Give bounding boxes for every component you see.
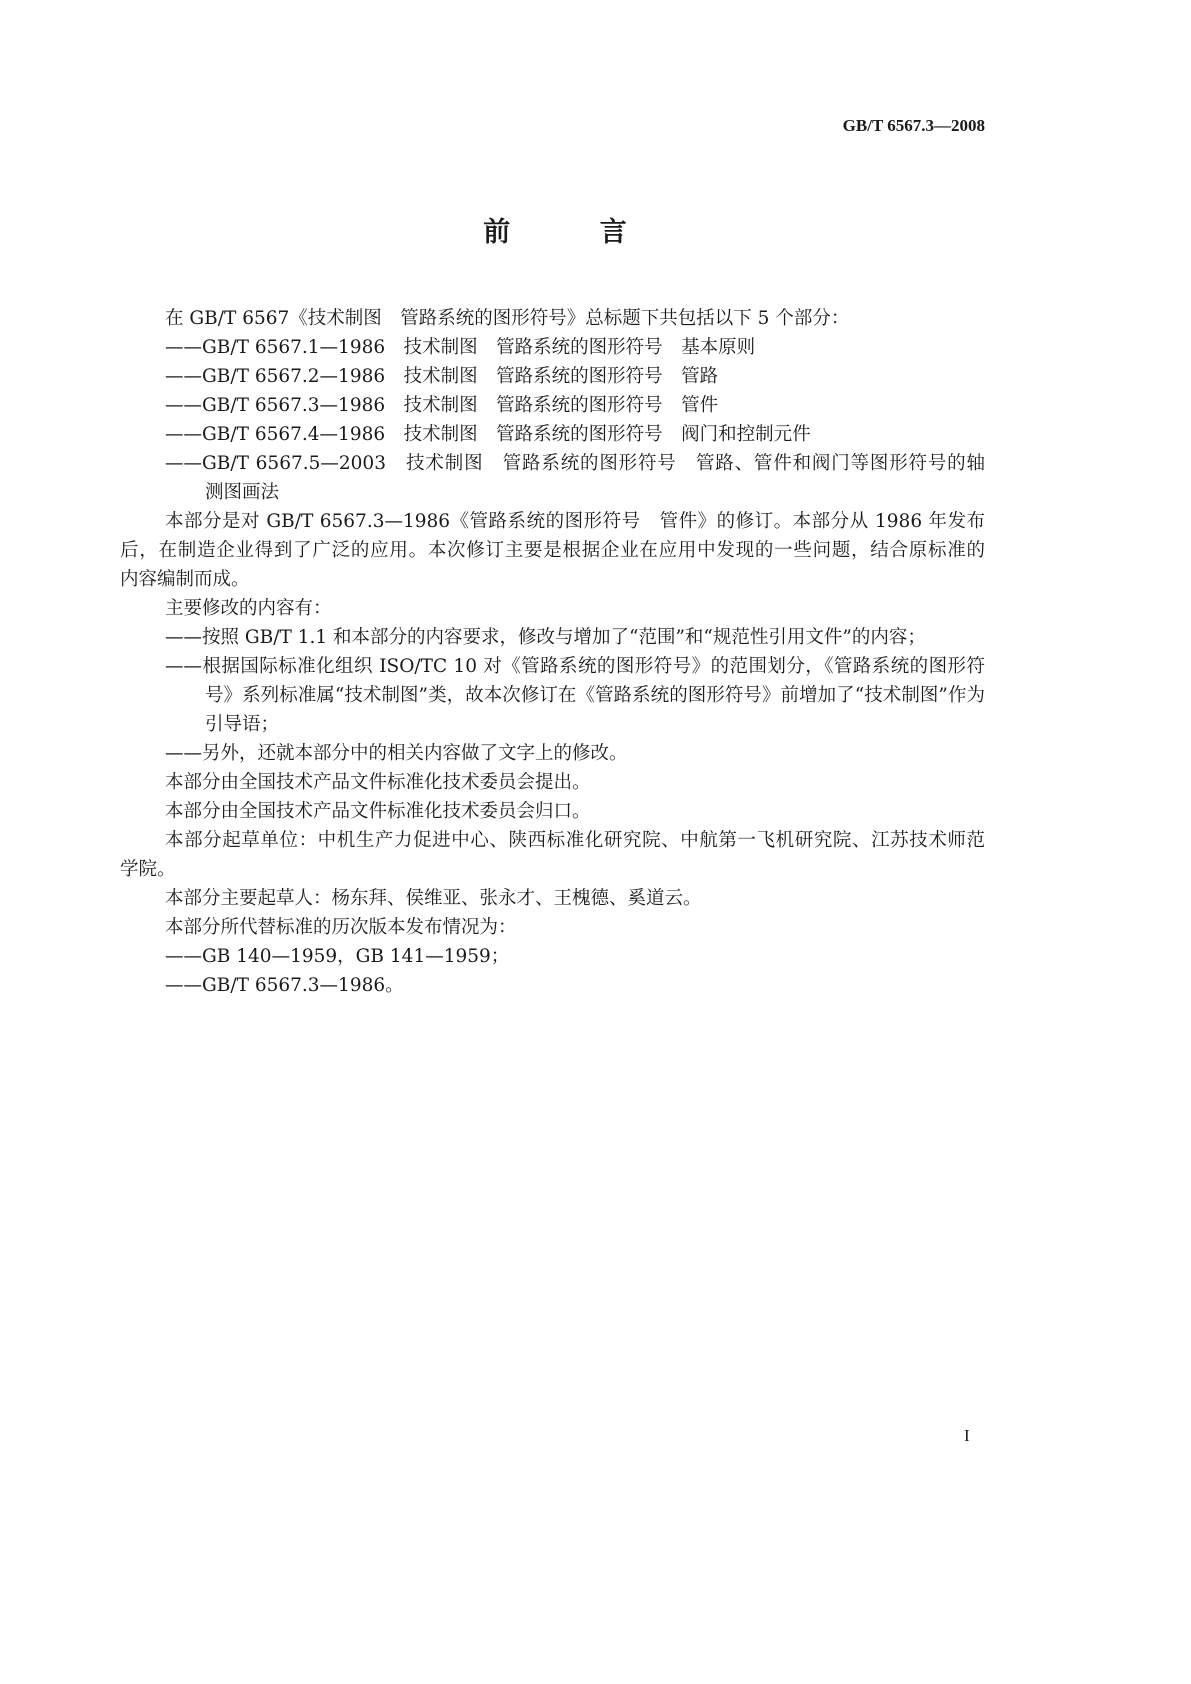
- standard-number-header: GB/T 6567.3—2008: [842, 116, 985, 135]
- part-item: ——GB/T 6567.2—1986 技术制图 管路系统的图形符号 管路: [165, 366, 719, 387]
- drafters: 本部分主要起草人：杨东拜、侯维亚、张永才、王槐德、奚道云。: [165, 888, 702, 909]
- history-item: ——GB/T 6567.3—1986。: [165, 975, 404, 996]
- part-item: ——GB/T 6567.3—1986 技术制图 管路系统的图形符号 管件: [165, 395, 719, 416]
- revision-paragraph-line: 内容编制而成。: [120, 569, 250, 590]
- change-item: ——按照 GB/T 1.1 和本部分的内容要求，修改与增加了“范围”和“规范性引用文件”的内容；: [165, 627, 926, 648]
- change-item-continued: 引导语；: [205, 714, 280, 735]
- change-item: ——根据国际标准化组织 ISO/TC 10 对《管路系统的图形符号》的范围划分，《管路系统的图形符: [165, 656, 985, 677]
- foreword-body: [120, 304, 985, 1000]
- part-item: ——GB/T 6567.4—1986 技术制图 管路系统的图形符号 阀门和控制元件: [165, 424, 811, 445]
- intro-paragraph: 在 GB/T 6567《技术制图 管路系统的图形符号》总标题下共包括以下 5 个部分：: [165, 308, 850, 329]
- history-item: ——GB 140—1959，GB 141—1959；: [165, 946, 510, 967]
- drafting-units-continued: 学院。: [120, 859, 176, 880]
- centralized-by: 本部分由全国技术产品文件标准化技术委员会归口。: [165, 801, 591, 822]
- revision-paragraph-line: 后，在制造企业得到了广泛的应用。本次修订主要是根据企业在应用中发现的一些问题，结合原标准的: [120, 540, 985, 561]
- change-item-continued: 号》系列标准属“技术制图”类，故本次修订在《管路系统的图形符号》前增加了“技术制图”作为: [205, 685, 985, 706]
- proposed-by: 本部分由全国技术产品文件标准化技术委员会提出。: [165, 772, 591, 793]
- drafting-units: 本部分起草单位：中机生产力促进中心、陕西标准化研究院、中航第一飞机研究院、江苏技术师范: [165, 830, 985, 851]
- change-item: ——另外，还就本部分中的相关内容做了文字上的修改。: [165, 743, 628, 764]
- revision-paragraph: 本部分是对 GB/T 6567.3—1986《管路系统的图形符号 管件》的修订。本部分从 1986 年发布: [165, 511, 985, 532]
- page-title: 前 言: [483, 217, 667, 248]
- changes-heading: 主要修改的内容有：: [165, 598, 332, 619]
- history-heading: 本部分所代替标准的历次版本发布情况为：: [165, 917, 517, 938]
- part-item: ——GB/T 6567.1—1986 技术制图 管路系统的图形符号 基本原则: [165, 337, 756, 358]
- part-item: ——GB/T 6567.5—2003 技术制图 管路系统的图形符号 管路、管件和阀门等图形符号的轴: [165, 453, 985, 474]
- page-number: I: [964, 1426, 970, 1445]
- part-item-continued: 测图画法: [205, 482, 280, 503]
